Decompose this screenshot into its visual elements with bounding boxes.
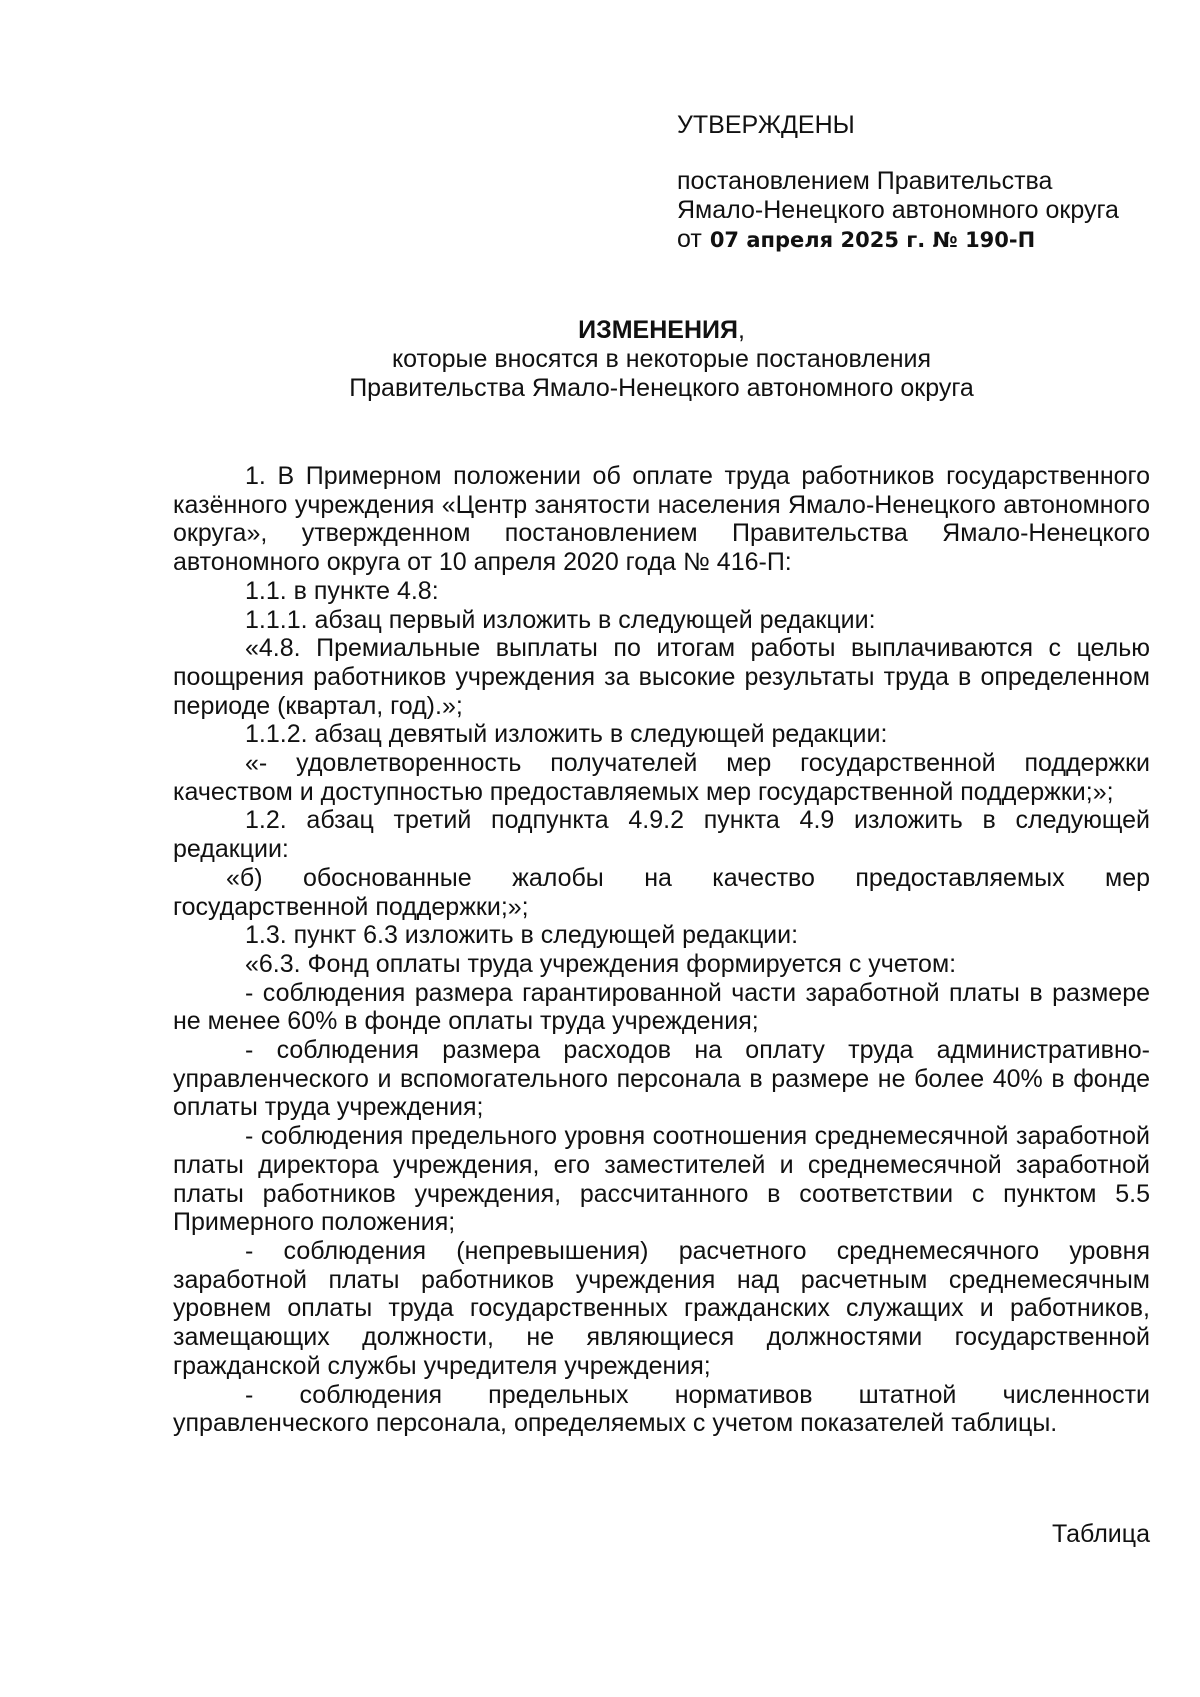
title-heading-line [173,316,1150,345]
paragraph-1-2: 1.2. абзац третий подпункта 4.9.2 пункта 4.9 изложить в следующей редакции: [173,806,1150,864]
paragraph-quote-satisfaction: «- удовлетворенность получателей мер государственной поддержки качеством и доступностью предоставляемых мер государственной поддержки;»; [173,749,1150,806]
list-item: - соблюдения (непревышения) расчетного среднемесячного уровня заработной платы работников учреждения над расчетным среднемесячным уровнем оплаты труда государственных гражданских служащих и работников, замещающих должности, не являющиеся должностями государственной гражданской службы учредителя учреждения; [173,1236,1150,1380]
paragraph-1-1-2: 1.1.2. абзац девятый изложить в следующей редакции: [245,720,888,749]
approval-date [677,225,1157,255]
approval-date-value: 07 апреля 2025 г. № 190-П [709,228,1036,252]
approval-line-1: постановлением Правительства [677,167,1053,195]
approved-label: УТВЕРЖДЕНЫ [677,111,855,139]
approval-date-prefix: от [677,225,702,253]
approval-line-2: Ямало-Ненецкого автономного округа [677,196,1119,224]
title-subtitle-2: Правительства Ямало-Ненецкого автономного округа [349,374,974,402]
list-item: - соблюдения предельного уровня соотношения среднемесячной заработной платы директора учреждения, его заместителей и среднемесячной заработной платы работников учреждения, рассчитанного в соответствии с пунктом 5.5 Примерного положения; [173,1122,1150,1237]
paragraph-quote-4-8: «4.8. Премиальные выплаты по итогам работы выплачиваются с целью поощрения работников учреждения за высокие результаты труда в определенном периоде (квартал, год).»; [173,634,1150,720]
approval-stamp [677,111,1157,255]
paragraph-quote-6-3: «6.3. Фонд оплаты труда учреждения формируется с учетом: [245,949,957,978]
paragraph-1-1-1: 1.1.1. абзац первый изложить в следующей редакции: [245,605,876,634]
title-heading: ИЗМЕНЕНИЯ [578,316,738,344]
title-heading-comma: , [737,316,745,344]
list-item: - соблюдения предельных нормативов штатной численности управленческого персонала, определяемых с учетом показателей таблицы. [173,1380,1150,1438]
title-subtitle-1: которые вносятся в некоторые постановления [391,345,932,373]
paragraph-1: 1. В Примерном положении об оплате труда работников государственного казённого учреждения «Центр занятости населения Ямало-Ненецкого автономного округа», утвержденном постановлением Правительства Ямало-Ненецкого автономного округа от 10 апреля 2020 года № 416-П: [173,462,1150,577]
document-title [173,316,1150,403]
table-label: Таблица [1051,1520,1150,1548]
document-body [173,462,1150,1438]
paragraph-1-1: 1.1. в пункте 4.8: [245,576,439,605]
paragraph-1-3: 1.3. пункт 6.3 изложить в следующей редакции: [245,921,799,950]
list-item: - соблюдения размера расходов на оплату труда административно-управленческого и вспомогательного персонала в размере не более 40% в фонде оплаты труда учреждения; [173,1036,1150,1122]
paragraph-quote-b: «б) обоснованные жалобы на качество предоставляемых мер государственной поддержки;»; [173,863,1150,921]
list-item: - соблюдения размера гарантированной части заработной платы в размере не менее 60% в фонде оплаты труда учреждения; [173,978,1150,1036]
